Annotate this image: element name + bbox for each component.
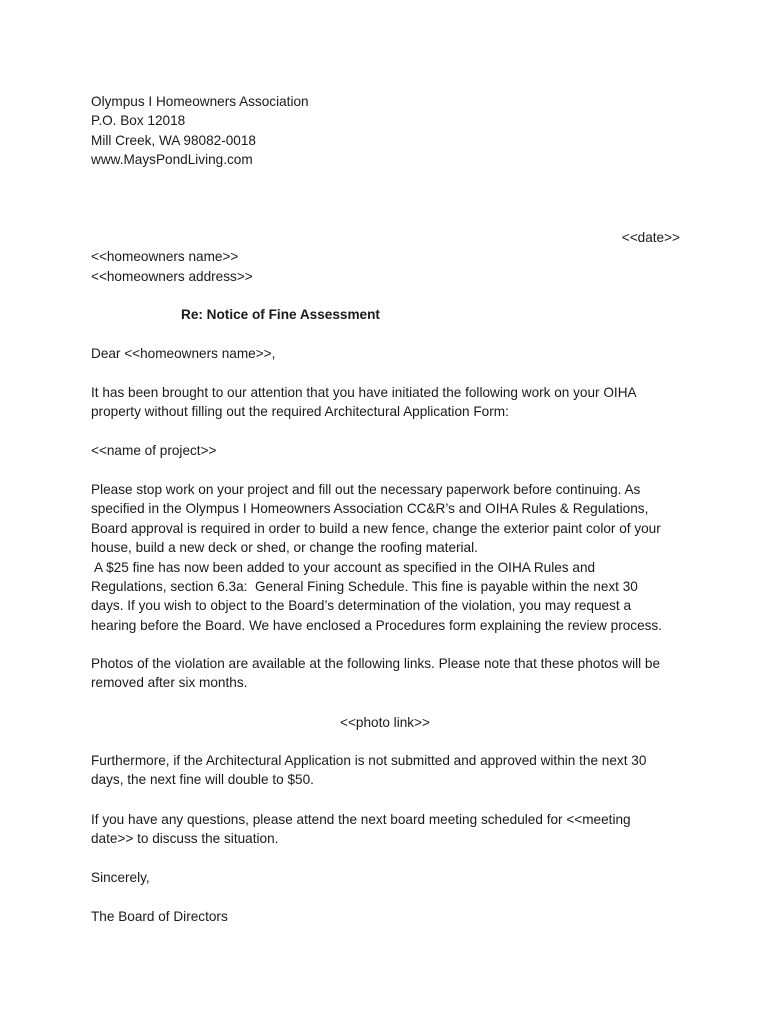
sender-po-box: P.O. Box 12018 [91,113,186,128]
recipient-address: <<homeowners address>> [91,269,253,284]
paragraph-line: house, build a new deck or shed, or change the roofing material. [91,540,478,556]
paragraph-line: Regulations, section 6.3a: General Fining Schedule. This fine is payable within the next 30 [91,579,638,595]
signature: The Board of Directors [91,909,228,924]
paragraph-line: Furthermore, if the Architectural Application is not submitted and approved within the next 30 [91,753,647,768]
paragraph-line: days, the next fine will double to $50. [91,772,314,788]
closing: Sincerely, [91,870,150,885]
paragraph-line: date>> to discuss the situation. [91,831,279,847]
sender-website: www.MaysPondLiving.com [91,152,253,167]
project-placeholder: <<name of project>> [91,443,217,458]
date-placeholder: <<date>> [621,230,680,245]
paragraph-line: If you have any questions, please attend the next board meeting scheduled for <<meeting [91,812,631,827]
paragraph-line: hearing before the Board. We have enclosed a Procedures form explaining the review process. [91,617,663,633]
paragraph-line: specified in the Olympus I Homeowners Association CC&R’s and OIHA Rules & Regulations, [91,501,649,517]
furthermore-paragraph [91,751,691,790]
paragraph-line: It has been brought to our attention that you have initiated the following work on your OIHA [91,385,637,400]
photo-link-placeholder: <<photo link>> [340,715,430,730]
salutation: Dear <<homeowners name>>, [91,346,276,361]
paragraph-line: Photos of the violation are available at the following links. Please note that these photos will be [91,656,661,671]
paragraph-line: removed after six months. [91,675,248,691]
body-paragraph [91,480,691,635]
sender-name: Olympus I Homeowners Association [91,94,309,109]
sender-city-state-zip: Mill Creek, WA 98082-0018 [91,133,256,148]
paragraph-line: Please stop work on your project and fill out the necessary paperwork before continuing. As [91,482,641,497]
recipient-name: <<homeowners name>> [91,249,239,264]
questions-paragraph [91,810,691,849]
photos-paragraph [91,654,691,693]
intro-paragraph [91,383,691,422]
paragraph-line: Board approval is required in order to build a new fence, change the exterior paint color of your [91,520,661,536]
paragraph-line: property without filling out the required Architectural Application Form: [91,404,509,420]
subject-line: Re: Notice of Fine Assessment [181,307,380,322]
paragraph-line: days. If you wish to object to the Board’s determination of the violation, you may request a [91,598,632,614]
paragraph-line: A $25 fine has now been added to your account as specified in the OIHA Rules and [91,559,596,575]
